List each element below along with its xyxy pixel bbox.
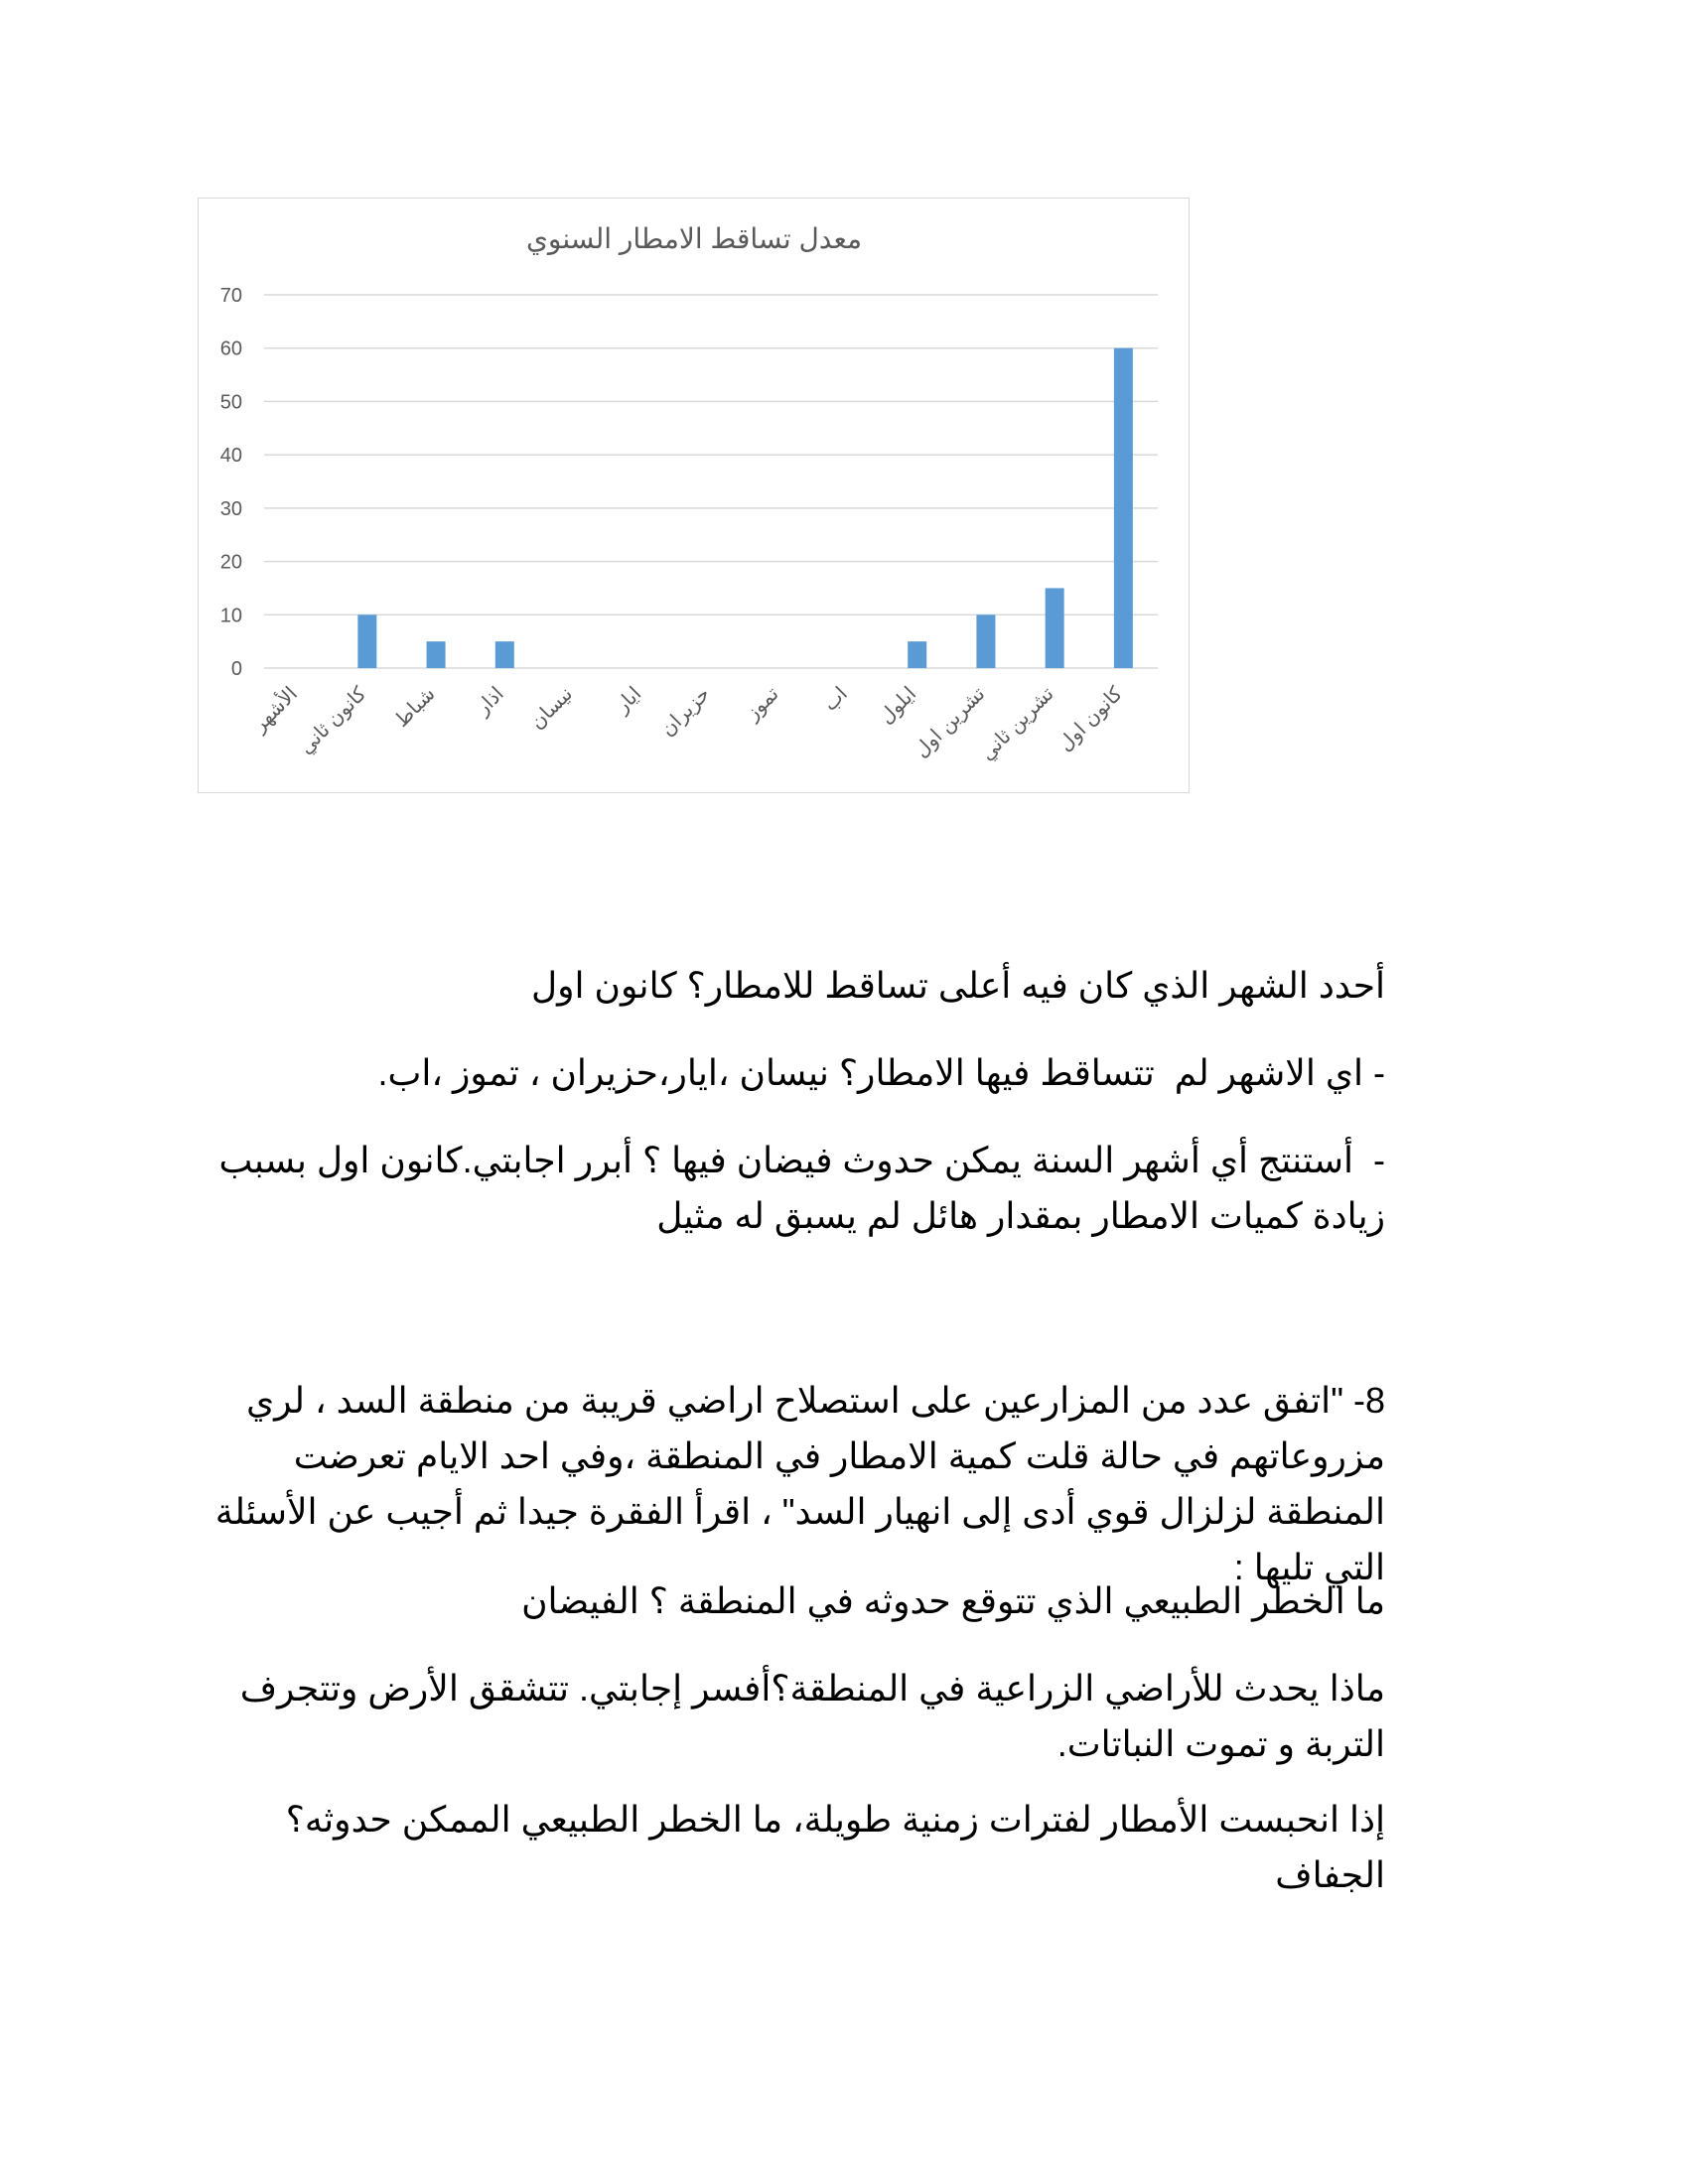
y-tick-label: 60 (219, 338, 242, 360)
rainfall-chart (198, 198, 1190, 793)
x-tick-label: اب (819, 682, 852, 716)
y-tick-label: 10 (219, 605, 242, 627)
x-tick-label: ايار (611, 682, 646, 718)
bar (495, 641, 514, 668)
bar (427, 641, 446, 668)
y-tick-label: 50 (219, 391, 242, 414)
x-tick-label: كانون اول (1054, 682, 1127, 756)
y-tick-label: 70 (219, 285, 242, 307)
y-tick-label: 0 (230, 658, 242, 680)
question-flood-months: - أستنتج أي أشهر السنة يمكن حدوث فيضان فيها ؟ أبرر اجابتي.كانون اول بسبب زيادة كميات الامطار بمقدار هائل لم يسبق له مثيل (209, 1140, 1385, 1236)
question-farmland-effect: ماذا يحدث للأراضي الزراعية في المنطقة؟أفسر إجابتي. تتشقق الأرض وتتجرف التربة و تموت النباتات. (229, 1668, 1385, 1764)
chart-title: معدل تساقط الامطار السنوي (525, 223, 863, 254)
x-tick-label: اذار (472, 682, 508, 720)
bar (1114, 348, 1133, 668)
question-drought: إذا انحبست الأمطار لفترات زمنية طويلة، ما الخطر الطبيعي الممكن حدوثه؟ الجفاف (275, 1799, 1385, 1895)
bar (976, 614, 995, 668)
x-tick-label: ايلول (875, 682, 921, 729)
bar (1046, 588, 1064, 668)
y-tick-label: 30 (219, 497, 242, 520)
chart-canvas (199, 199, 1191, 794)
x-tick-label: تشرين ثاني (976, 682, 1058, 765)
x-tick-label: كانون ثاني (295, 682, 371, 759)
x-tick-label: تموز (741, 682, 783, 725)
x-tick-label: نيسان (525, 682, 578, 735)
x-tick-label: حزيران (656, 682, 715, 742)
x-tick-label: الأشهر (248, 682, 303, 737)
question-expected-hazard: ما الخطر الطبيعي الذي تتوقع حدوثه في المنطقة ؟ الفيضان (521, 1580, 1385, 1621)
question-highest-rain-month: أحدد الشهر الذي كان فيه أعلى تساقط للامطار؟ كانون اول (530, 965, 1385, 1006)
question-dry-months: - اي الاشهر لم تتساقط فيها الامطار؟ نيسان ،ايار،حزيران ، تموز ،اب. (377, 1052, 1385, 1093)
question-8-dam-scenario: 8- "اتفق عدد من المزارعين على استصلاح اراضي قريبة من منطقة السد ، لري مزروعاتهم في حالة قلت كمية الامطار في المنطقة ،وفي احد الايام تعرضت المنطقة لزلزال قوي أدى إلى انهيار السد" ، اقرأ الفقرة جيدا ثم أجيب عن الأسئلة التي تليها : (205, 1380, 1385, 1587)
y-tick-label: 20 (219, 551, 242, 574)
bar (357, 614, 376, 668)
x-tick-label: شباط (390, 682, 440, 733)
y-tick-label: 40 (219, 445, 242, 468)
x-tick-label: تشرين اول (910, 682, 990, 762)
bar (908, 641, 926, 668)
